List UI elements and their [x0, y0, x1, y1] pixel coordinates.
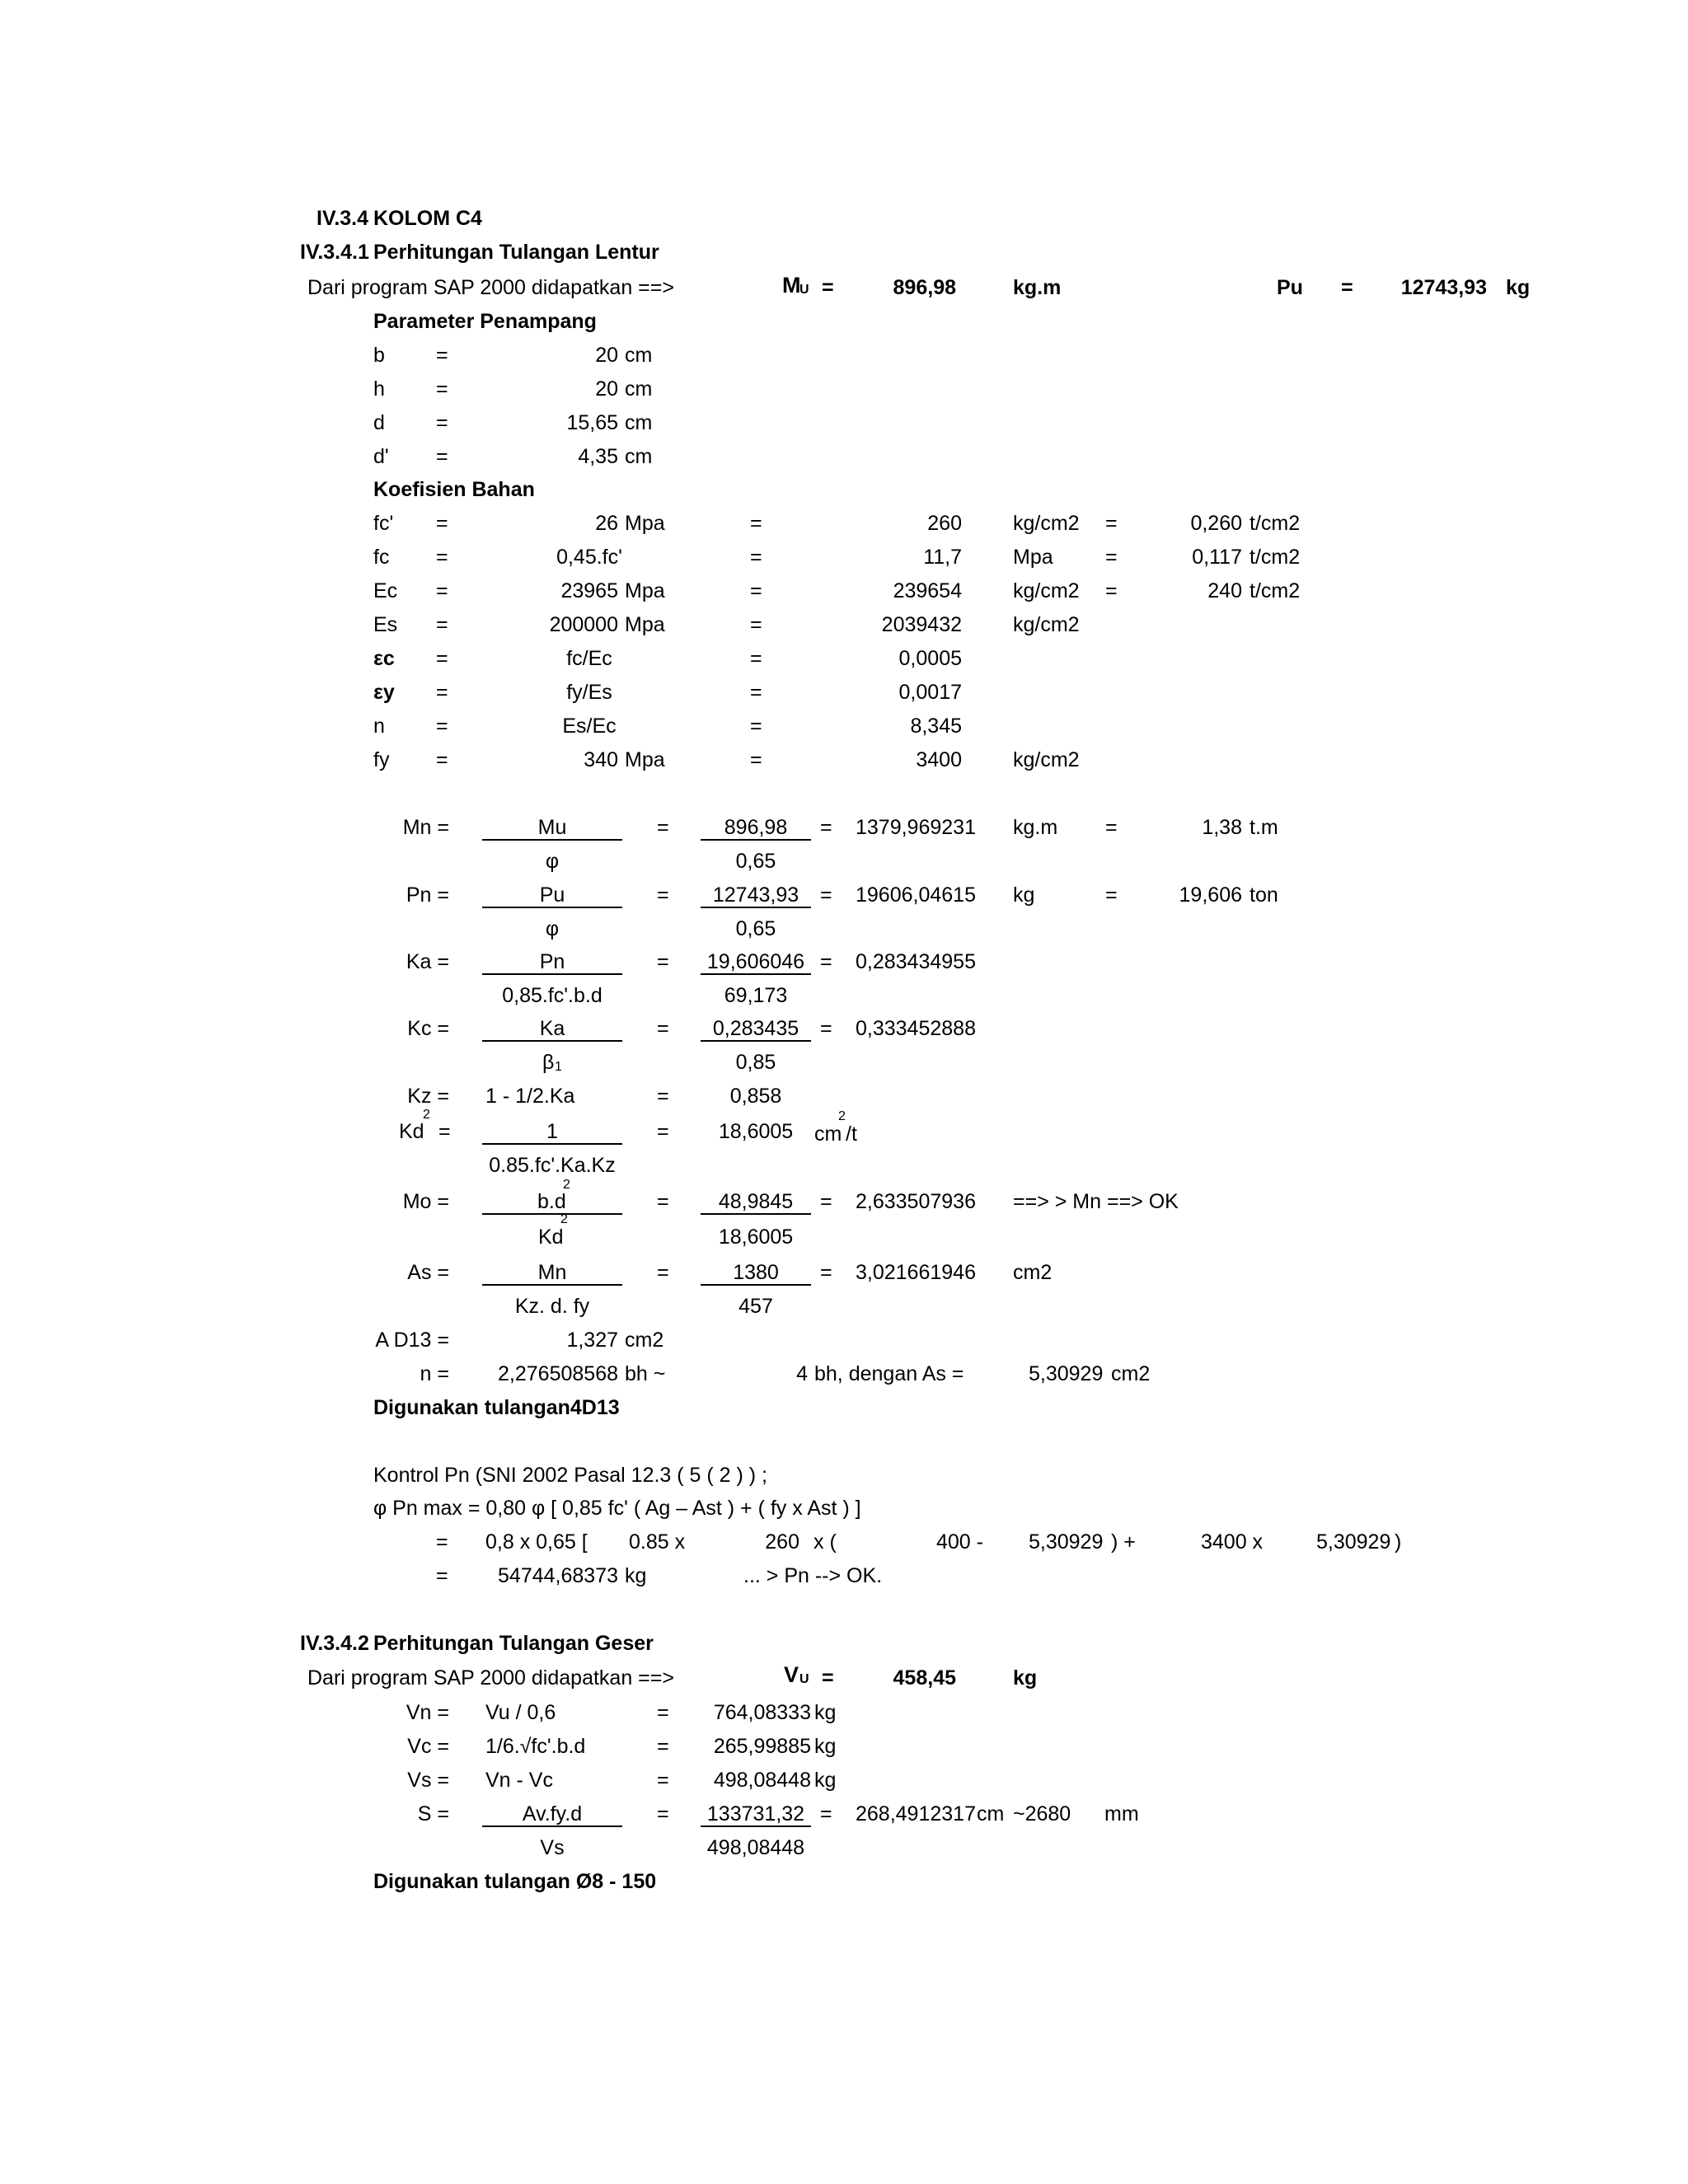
mat-eq3: =: [1105, 579, 1118, 602]
vu-value: 458,45: [893, 1666, 956, 1690]
mo-den: Kd: [538, 1226, 564, 1249]
kc-vfraction-bar: [701, 1040, 811, 1042]
pu-unit: kg: [1506, 276, 1531, 299]
vs-eq: =: [657, 1769, 669, 1792]
mat-eq2: =: [750, 546, 762, 569]
mn-vnum: 896,98: [724, 816, 788, 839]
mat-value2: 2039432: [881, 613, 962, 636]
pn-num: Pu: [539, 883, 565, 907]
param-unit: cm: [625, 445, 653, 468]
mo-num-sup: 2: [563, 1178, 570, 1192]
mo-note: ==> > Mn ==> OK: [1013, 1190, 1179, 1213]
mat-unit: Mpa: [625, 512, 665, 535]
mat-value2: 8,345: [910, 715, 962, 738]
kontrol-term-i: 5,30929: [1316, 1530, 1391, 1554]
mat-eq3: =: [1105, 546, 1118, 569]
materials-title: Koefisien Bahan: [373, 478, 535, 501]
as-vfraction-bar: [701, 1284, 811, 1286]
kontrol-note: ... > Pn --> OK.: [743, 1564, 883, 1587]
mat-value: 26: [595, 512, 618, 535]
vs-label: Vs =: [407, 1769, 449, 1792]
mat-value: 23965: [560, 579, 618, 602]
mat-unit2: kg/cm2: [1013, 748, 1080, 771]
mo-vfraction-bar: [701, 1213, 811, 1215]
param-unit: cm: [625, 411, 653, 434]
mat-eq2: =: [750, 715, 762, 738]
mo-vnum: 48,9845: [718, 1190, 794, 1213]
param-eq: =: [436, 411, 448, 434]
mat-unit2: Mpa: [1013, 546, 1053, 569]
mo-eq: =: [657, 1190, 669, 1213]
s-label: S =: [417, 1802, 449, 1825]
kc-label: Kc =: [407, 1017, 449, 1040]
ka-eq2: =: [820, 950, 832, 973]
kontrol-eq2: =: [436, 1564, 448, 1587]
kd-fraction-bar: [482, 1143, 622, 1145]
kontrol-unit: kg: [625, 1564, 647, 1587]
mat-eq: =: [436, 613, 448, 636]
ka-eq: =: [657, 950, 669, 973]
mn-unit: kg.m: [1013, 816, 1058, 839]
mn-num: Mu: [537, 816, 567, 839]
pn-fraction-bar: [482, 907, 622, 908]
mat-name: Es: [373, 613, 398, 636]
ka-fraction-bar: [482, 973, 622, 975]
section-title: KOLOM C4: [373, 207, 482, 230]
vs-unit: kg: [814, 1769, 837, 1792]
kontrol-term-c: 260: [765, 1530, 799, 1554]
pn-unit: kg: [1013, 883, 1035, 907]
mat-eq: =: [436, 546, 448, 569]
mat-value2: 0,0017: [898, 681, 962, 704]
mo-den-sup: 2: [560, 1212, 568, 1226]
kd-unit-tail: /t: [846, 1122, 857, 1146]
mu-value: 896,98: [893, 276, 956, 299]
kc-result: 0,333452888: [856, 1017, 976, 1040]
mat-value: fc/Ec: [566, 647, 612, 670]
pn-vden: 0,65: [735, 917, 776, 940]
vn-eq: =: [657, 1701, 669, 1724]
kz-label: Kz =: [407, 1085, 449, 1108]
kontrol-term-e: 400 -: [936, 1530, 983, 1554]
kontrol-term-g: ) +: [1111, 1530, 1136, 1554]
as-eq: =: [657, 1261, 669, 1284]
ka-num: Pn: [539, 950, 565, 973]
mat-name: εc: [373, 647, 395, 670]
mat-unit: Mpa: [625, 579, 665, 602]
param-value: 4,35: [578, 445, 618, 468]
kontrol-term-j: ): [1395, 1530, 1402, 1554]
param-value: 20: [595, 377, 618, 401]
section-params-title: Parameter Penampang: [373, 310, 597, 333]
vc-label: Vc =: [407, 1735, 449, 1758]
mu-eq: =: [822, 276, 834, 299]
kd-eq: =: [657, 1120, 669, 1143]
mo-fraction-bar: [482, 1213, 622, 1215]
mn-eq2: =: [820, 816, 832, 839]
mu-label: M: [782, 273, 801, 298]
kc-eq2: =: [820, 1017, 832, 1040]
vc-eq: =: [657, 1735, 669, 1758]
vu-eq: =: [822, 1666, 834, 1690]
mat-unit: Mpa: [625, 613, 665, 636]
mat-unit2: kg/cm2: [1013, 579, 1080, 602]
kontrol-term-d: x (: [814, 1530, 837, 1554]
as-label: As =: [407, 1261, 449, 1284]
s-den: Vs: [540, 1836, 565, 1859]
vn-unit: kg: [814, 1701, 837, 1724]
pn-eq3: =: [1105, 883, 1118, 907]
ka-vfraction-bar: [701, 973, 811, 975]
mat-unit3: t/cm2: [1250, 512, 1301, 535]
mat-name: fy: [373, 748, 390, 771]
param-name: h: [373, 377, 385, 401]
mat-value2: 3400: [916, 748, 962, 771]
param-value: 15,65: [566, 411, 618, 434]
as-unit: cm2: [1013, 1261, 1053, 1284]
kc-den: β: [542, 1051, 555, 1074]
pn-unit2: ton: [1250, 883, 1278, 907]
kontrol-title: Kontrol Pn (SNI 2002 Pasal 12.3 ( 5 ( 2 ) ) ;: [373, 1464, 768, 1487]
mat-eq2: =: [750, 748, 762, 771]
mat-value: fy/Es: [566, 681, 612, 704]
mat-eq2: =: [750, 579, 762, 602]
vn-label: Vn =: [406, 1701, 449, 1724]
kd-label: Kd: [399, 1120, 424, 1143]
mat-eq: =: [436, 715, 448, 738]
pn-vnum: 12743,93: [712, 883, 799, 907]
n-value: 2,276508568: [498, 1362, 618, 1385]
s-approx: ~2680: [1013, 1802, 1071, 1825]
s-fraction-bar: [482, 1825, 622, 1827]
kd-den: 0.85.fc'.Ka.Kz: [489, 1154, 616, 1177]
as-fraction-bar: [482, 1284, 622, 1286]
mat-eq2: =: [750, 681, 762, 704]
kd-sup: 2: [423, 1108, 430, 1122]
mo-label: Mo =: [402, 1190, 449, 1213]
mn-result2: 1,38: [1202, 816, 1242, 839]
mat-unit2: kg/cm2: [1013, 512, 1080, 535]
pu-label: Pu: [1277, 276, 1303, 299]
kontrol-result: 54744,68373: [498, 1564, 618, 1587]
ka-den: 0,85.fc'.b.d: [502, 984, 603, 1007]
pn-label: Pn =: [406, 883, 449, 907]
mat-eq2: =: [750, 613, 762, 636]
kd-value: 18,6005: [718, 1120, 794, 1143]
mat-value2: 239654: [893, 579, 962, 602]
mat-value2: 11,7: [923, 546, 962, 569]
mat-value: 340: [584, 748, 618, 771]
mat-value3: 240: [1207, 579, 1242, 602]
param-eq: =: [436, 344, 448, 367]
subsection1-title: Perhitungan Tulangan Lentur: [373, 241, 659, 264]
kd-unit: cm: [814, 1122, 842, 1146]
n-as-value: 5,30929: [1029, 1362, 1104, 1385]
mat-eq: =: [436, 748, 448, 771]
kc-vden: 0,85: [735, 1051, 776, 1074]
kd-label-eq: =: [438, 1120, 451, 1143]
kd-num: 1: [546, 1120, 558, 1143]
kz-expr: 1 - 1/2.Ka: [485, 1085, 575, 1108]
vc-unit: kg: [814, 1735, 837, 1758]
mat-value3: 0,260: [1190, 512, 1242, 535]
s-eq: =: [657, 1802, 669, 1825]
mat-name: Ec: [373, 579, 398, 602]
as-result: 3,021661946: [856, 1261, 976, 1284]
vn-value: 764,08333: [713, 1701, 811, 1724]
as-eq2: =: [820, 1261, 832, 1284]
mat-eq: =: [436, 512, 448, 535]
s-vnum: 133731,32: [706, 1802, 805, 1825]
ka-result: 0,283434955: [856, 950, 976, 973]
mo-num: b.d: [537, 1190, 566, 1213]
mat-eq3: =: [1105, 512, 1118, 535]
mat-name: fc': [373, 512, 394, 535]
s-unit2: mm: [1104, 1802, 1139, 1825]
mat-unit3: t/cm2: [1250, 546, 1301, 569]
vu-label: V: [784, 1662, 799, 1687]
sap-text: Dari program SAP 2000 didapatkan ==>: [307, 276, 674, 299]
section-number: IV.3.4: [316, 207, 369, 230]
mu-subscript: U: [799, 283, 809, 297]
subsection1-number: IV.3.4.1: [300, 241, 369, 264]
kontrol-term-h: 3400 x: [1201, 1530, 1264, 1554]
kc-num: Ka: [539, 1017, 565, 1040]
param-name: b: [373, 344, 385, 367]
vs-value: 498,08448: [713, 1769, 811, 1792]
kc-fraction-bar: [482, 1040, 622, 1042]
mn-unit2: t.m: [1250, 816, 1278, 839]
param-eq: =: [436, 445, 448, 468]
kz-value: 0,858: [729, 1085, 782, 1108]
pu-eq: =: [1341, 276, 1353, 299]
subsection2-title: Perhitungan Tulangan Geser: [373, 1632, 654, 1655]
param-name: d': [373, 445, 389, 468]
kontrol-eq: =: [436, 1530, 448, 1554]
mn-eq3: =: [1105, 816, 1118, 839]
mat-unit2: kg/cm2: [1013, 613, 1080, 636]
pn-result: 19606,04615: [856, 883, 976, 907]
vu-unit: kg: [1013, 1666, 1038, 1690]
mat-name: n: [373, 715, 385, 738]
pn-result2: 19,606: [1179, 883, 1242, 907]
s-vfraction-bar: [701, 1825, 811, 1827]
mn-result: 1379,969231: [856, 816, 976, 839]
n-label: n =: [420, 1362, 449, 1385]
pu-value: 12743,93: [1400, 276, 1487, 299]
n-as-unit: cm2: [1111, 1362, 1151, 1385]
s-num: Av.fy.d: [522, 1802, 583, 1825]
kc-eq: =: [657, 1017, 669, 1040]
pn-eq2: =: [820, 883, 832, 907]
s-vden: 498,08448: [706, 1836, 805, 1859]
vn-expr: Vu / 0,6: [485, 1701, 556, 1724]
mat-value2: 0,0005: [898, 647, 962, 670]
s-unit: cm: [977, 1802, 1005, 1825]
shear-reinforcement-used: Digunakan tulangan Ø8 - 150: [373, 1870, 657, 1893]
mn-den: φ: [545, 850, 560, 873]
mat-name: fc: [373, 546, 390, 569]
kc-vnum: 0,283435: [712, 1017, 799, 1040]
mat-value2: 260: [927, 512, 962, 535]
param-value: 20: [595, 344, 618, 367]
mo-eq2: =: [820, 1190, 832, 1213]
mat-eq: =: [436, 681, 448, 704]
mat-eq: =: [436, 647, 448, 670]
kontrol-term-a: 0,8 x 0,65 [: [485, 1530, 588, 1554]
vs-expr: Vn - Vc: [485, 1769, 553, 1792]
subsection2-number: IV.3.4.2: [300, 1632, 369, 1655]
kontrol-formula: φ Pn max = 0,80 φ [ 0,85 fc' ( Ag – Ast ) + ( fy x Ast ) ]: [373, 1497, 861, 1520]
mn-vden: 0,65: [735, 850, 776, 873]
n-unit: bh ~: [625, 1362, 666, 1385]
mat-unit: Mpa: [625, 748, 665, 771]
mat-eq2: =: [750, 512, 762, 535]
pn-den: φ: [545, 917, 560, 940]
pn-eq: =: [657, 883, 669, 907]
s-eq2: =: [820, 1802, 832, 1825]
mn-fraction-bar: [482, 839, 622, 841]
as-vden: 457: [738, 1295, 773, 1318]
kz-eq: =: [657, 1085, 669, 1108]
kontrol-term-b: 0.85 x: [629, 1530, 686, 1554]
mo-result: 2,633507936: [856, 1190, 976, 1213]
ad13-label: A D13 =: [375, 1329, 449, 1352]
mat-value3: 0,117: [1192, 546, 1242, 569]
kd-unit-sup: 2: [838, 1109, 846, 1123]
as-den: Kz. d. fy: [514, 1295, 590, 1318]
mn-vfraction-bar: [701, 839, 811, 841]
mo-vden: 18,6005: [718, 1226, 794, 1249]
ad13-unit: cm2: [625, 1329, 664, 1352]
mat-value: Es/Ec: [562, 715, 617, 738]
mat-value: 200000: [549, 613, 618, 636]
ad13-value: 1,327: [566, 1329, 618, 1352]
mat-value: 0,45.fc': [556, 546, 622, 569]
as-vnum: 1380: [733, 1261, 779, 1284]
ka-vnum: 19,606046: [706, 950, 805, 973]
n-count: 4: [796, 1362, 808, 1385]
mn-eq: =: [657, 816, 669, 839]
param-unit: cm: [625, 377, 653, 401]
ka-vden: 69,173: [724, 984, 788, 1007]
mat-eq2: =: [750, 647, 762, 670]
mat-eq: =: [436, 579, 448, 602]
param-unit: cm: [625, 344, 653, 367]
mu-unit: kg.m: [1013, 276, 1062, 299]
geser-sap-text: Dari program SAP 2000 didapatkan ==>: [307, 1666, 674, 1690]
kc-den-sub: 1: [555, 1060, 562, 1074]
param-eq: =: [436, 377, 448, 401]
pn-vfraction-bar: [701, 907, 811, 908]
kontrol-term-f: 5,30929: [1029, 1530, 1104, 1554]
param-name: d: [373, 411, 385, 434]
s-result: 268,4912317: [856, 1802, 976, 1825]
mat-name: εy: [373, 681, 395, 704]
ka-label: Ka =: [406, 950, 449, 973]
vu-subscript: U: [799, 1672, 809, 1686]
vc-value: 265,99885: [713, 1735, 811, 1758]
flexure-reinforcement-used: Digunakan tulangan4D13: [373, 1396, 620, 1419]
n-text: bh, dengan As =: [814, 1362, 964, 1385]
mn-label: Mn =: [402, 816, 449, 839]
vc-expr: 1/6.√fc'.b.d: [485, 1735, 586, 1758]
mat-unit3: t/cm2: [1250, 579, 1301, 602]
as-num: Mn: [537, 1261, 567, 1284]
